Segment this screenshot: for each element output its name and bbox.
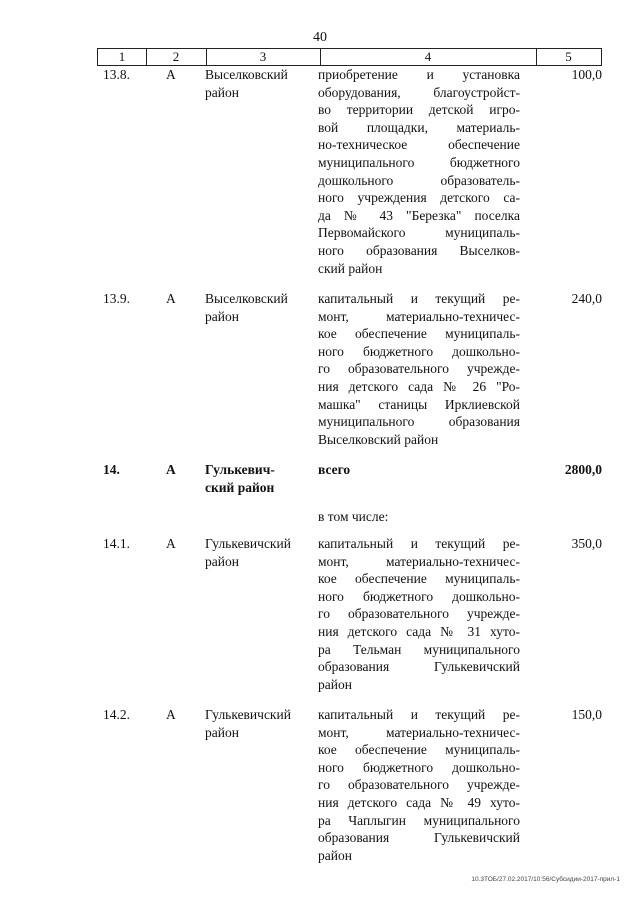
row-amount: 2800,0 (564, 462, 602, 477)
description-line: ра Чаплыгин муниципального (318, 812, 520, 828)
row-description (318, 535, 520, 693)
description-line: кое обеспечение муниципаль- (318, 571, 520, 587)
description-line: монт, материально-техничес- (318, 308, 520, 324)
district-line: район (205, 724, 239, 740)
description-line: образования Гулькевичский (318, 659, 520, 675)
description-line: Первомайского муниципаль- (318, 225, 520, 241)
row-district (205, 461, 305, 496)
description-line: кое обеспечение муниципаль- (318, 326, 520, 342)
header-col-1: 1 (98, 49, 147, 65)
row-number: 13.8. (103, 67, 130, 82)
description-line: ра Тельман муниципального (318, 641, 520, 657)
row-number: 13.9. (103, 291, 130, 306)
page-number: 40 (313, 30, 327, 45)
description-line: кое обеспечение муниципаль- (318, 742, 520, 758)
description-line: ного бюджетного дошкольно- (318, 343, 520, 359)
district-line: Выселковский (205, 67, 288, 82)
district-line: район (205, 84, 239, 100)
row-description (318, 290, 520, 448)
row-district (205, 290, 305, 325)
row-description: всего (318, 462, 351, 477)
description-line: ский район (318, 260, 383, 276)
description-line: монт, материально-техничес- (318, 553, 520, 569)
header-col-4: 4 (320, 49, 537, 65)
district-line: район (205, 553, 239, 569)
description-line: капитальный и текущий ре- (318, 707, 520, 722)
subtotal-label: в том числе: (318, 509, 389, 524)
description-line: район (318, 847, 352, 863)
description-line: капитальный и текущий ре- (318, 536, 520, 551)
district-line: район (205, 308, 239, 324)
description-line: во территории детской игро- (318, 102, 520, 118)
description-line: ния детского сада № 31 хуто- (318, 623, 520, 639)
description-line: оборудования, благоустройст- (318, 84, 520, 100)
description-line: да № 43 "Березка" поселка (318, 207, 520, 223)
description-line: но-техническое обеспечение (318, 137, 520, 153)
description-line: монт, материально-техничес- (318, 724, 520, 740)
row-amount: 100,0 (571, 67, 602, 82)
description-line: ного учреждения детского са- (318, 190, 520, 206)
description-line: го образовательного учрежде- (318, 361, 520, 377)
row-category: А (166, 67, 176, 82)
description-line: Выселковский район (318, 431, 439, 447)
description-line: муниципального образования (318, 414, 520, 430)
description-line: вой площадки, материаль- (318, 119, 520, 135)
description-line: ния детского сада № 26 "Ро- (318, 378, 520, 394)
row-amount: 240,0 (571, 291, 602, 306)
district-line: Гулькевич- (205, 462, 275, 477)
description-line: ного бюджетного дошкольно- (318, 588, 520, 604)
description-line: ного образования Выселков- (318, 242, 520, 258)
header-col-5: 5 (565, 49, 572, 64)
row-district (205, 706, 305, 741)
row-number: 14. (103, 462, 120, 477)
row-district (205, 66, 305, 101)
row-amount: 350,0 (571, 536, 602, 551)
row-description (318, 706, 520, 864)
description-line: приобретение и установка (318, 67, 520, 82)
district-line: Выселковский (205, 291, 288, 306)
description-line: капитальный и текущий ре- (318, 291, 520, 306)
row-amount: 150,0 (571, 707, 602, 722)
document-footer-code: 10.3ТОБ/27.02.2017/10:56/Субсидии-2017-прил-1 (471, 876, 620, 883)
description-line: машка" станицы Ирклиевской (318, 396, 520, 412)
row-number: 14.2. (103, 707, 130, 722)
district-line: Гулькевичский (205, 707, 291, 722)
row-description (318, 66, 520, 277)
description-line: ния детского сада № 49 хуто- (318, 794, 520, 810)
row-category: А (166, 536, 176, 551)
description-line: образования Гулькевичский (318, 830, 520, 846)
table-header (97, 48, 602, 66)
description-line: район (318, 676, 352, 692)
description-line: муниципального бюджетного (318, 154, 520, 170)
header-col-2: 2 (146, 49, 207, 65)
row-number: 14.1. (103, 536, 130, 551)
description-line: дошкольного образователь- (318, 172, 520, 188)
description-line: го образовательного учрежде- (318, 606, 520, 622)
district-line: Гулькевичский (205, 536, 291, 551)
district-line: ский район (205, 479, 275, 495)
header-col-3: 3 (206, 49, 321, 65)
row-category: А (166, 707, 176, 722)
description-line: ного бюджетного дошкольно- (318, 759, 520, 775)
row-category: А (166, 462, 176, 477)
row-category: А (166, 291, 176, 306)
row-district (205, 535, 305, 570)
description-line: го образовательного учрежде- (318, 777, 520, 793)
